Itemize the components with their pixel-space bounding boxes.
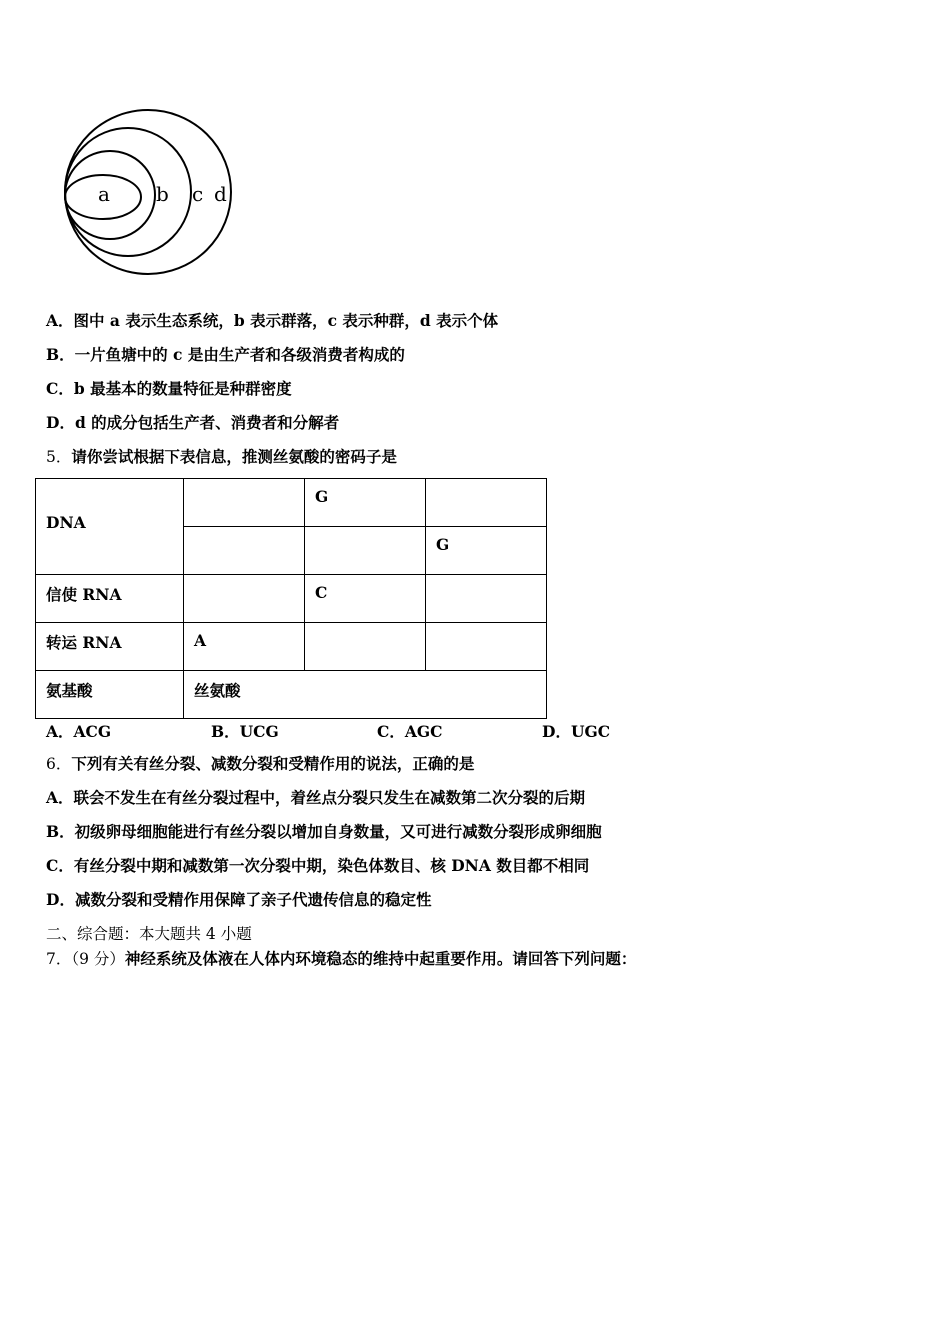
q6-option-b: B．初级卵母细胞能进行有丝分裂以增加自身数量，又可进行减数分裂形成卵细胞 [46,822,602,841]
section-heading: 二、综合题：本大题共 4 小题 [46,925,252,943]
amino-acid-value-cell: 丝氨酸 [184,671,547,719]
table-cell [184,479,305,527]
q7-score: （9 分） [71,950,125,968]
trna-label-cell: 转运 RNA [36,623,184,671]
table-cell [305,527,426,575]
q4-option-d: D．d 的成分包括生产者、消费者和分解者 [46,413,340,432]
table-cell: G [426,527,547,575]
table-cell: G [305,479,426,527]
q7-question [46,949,636,969]
table-row [36,671,547,719]
q4-option-b: B．一片鱼塘中的 c 是由生产者和各级消费者构成的 [46,345,405,364]
table-cell [426,623,547,671]
table-cell: A [184,623,305,671]
nested-circles-diagram [58,106,238,278]
q6-option-a: A．联会不发生在有丝分裂过程中，着丝点分裂只发生在减数第二次分裂的后期 [46,788,586,807]
amino-acid-label-cell: 氨基酸 [36,671,184,719]
label-a: a [98,182,110,206]
table-row [36,479,547,527]
q6-option-c: C．有丝分裂中期和减数第一次分裂中期，染色体数目、核 DNA 数目都不相同 [46,856,590,875]
codon-table [35,478,547,719]
q7-number: 7． [46,950,72,968]
q6-number: 6． [46,755,72,773]
q7-stem: 神经系统及体液在人体内环境稳态的维持中起重要作用。请回答下列问题： [124,949,637,968]
q5-question [46,447,397,467]
table-row [36,623,547,671]
q5-option-b: B．UCG [211,722,279,741]
circle-d [65,110,231,274]
table-cell [426,575,547,623]
table-cell [426,479,547,527]
dna-label-cell: DNA [36,479,184,575]
q5-option-d: D．UGC [542,722,611,741]
table-cell [184,527,305,575]
q6-option-d: D．减数分裂和受精作用保障了亲子代遗传信息的稳定性 [46,890,432,909]
label-b: b [156,182,169,206]
q4-option-a: A．图中 a 表示生态系统，b 表示群落，c 表示种群，d 表示个体 [46,311,499,330]
label-c: c [192,182,204,206]
mrna-label-cell: 信使 RNA [36,575,184,623]
circle-c [65,128,191,256]
q4-option-c: C．b 最基本的数量特征是种群密度 [46,379,292,398]
table-cell: C [305,575,426,623]
q5-stem: 请你尝试根据下表信息，推测丝氨酸的密码子是 [71,447,397,466]
q5-option-c: C．AGC [377,722,443,741]
table-cell [305,623,426,671]
q6-stem: 下列有关有丝分裂、减数分裂和受精作用的说法，正确的是 [71,754,475,773]
q5-number: 5． [46,448,72,466]
table-cell [184,575,305,623]
label-d: d [214,182,227,206]
table-row [36,575,547,623]
q5-option-a: A．ACG [46,722,112,741]
q6-question [46,754,474,774]
